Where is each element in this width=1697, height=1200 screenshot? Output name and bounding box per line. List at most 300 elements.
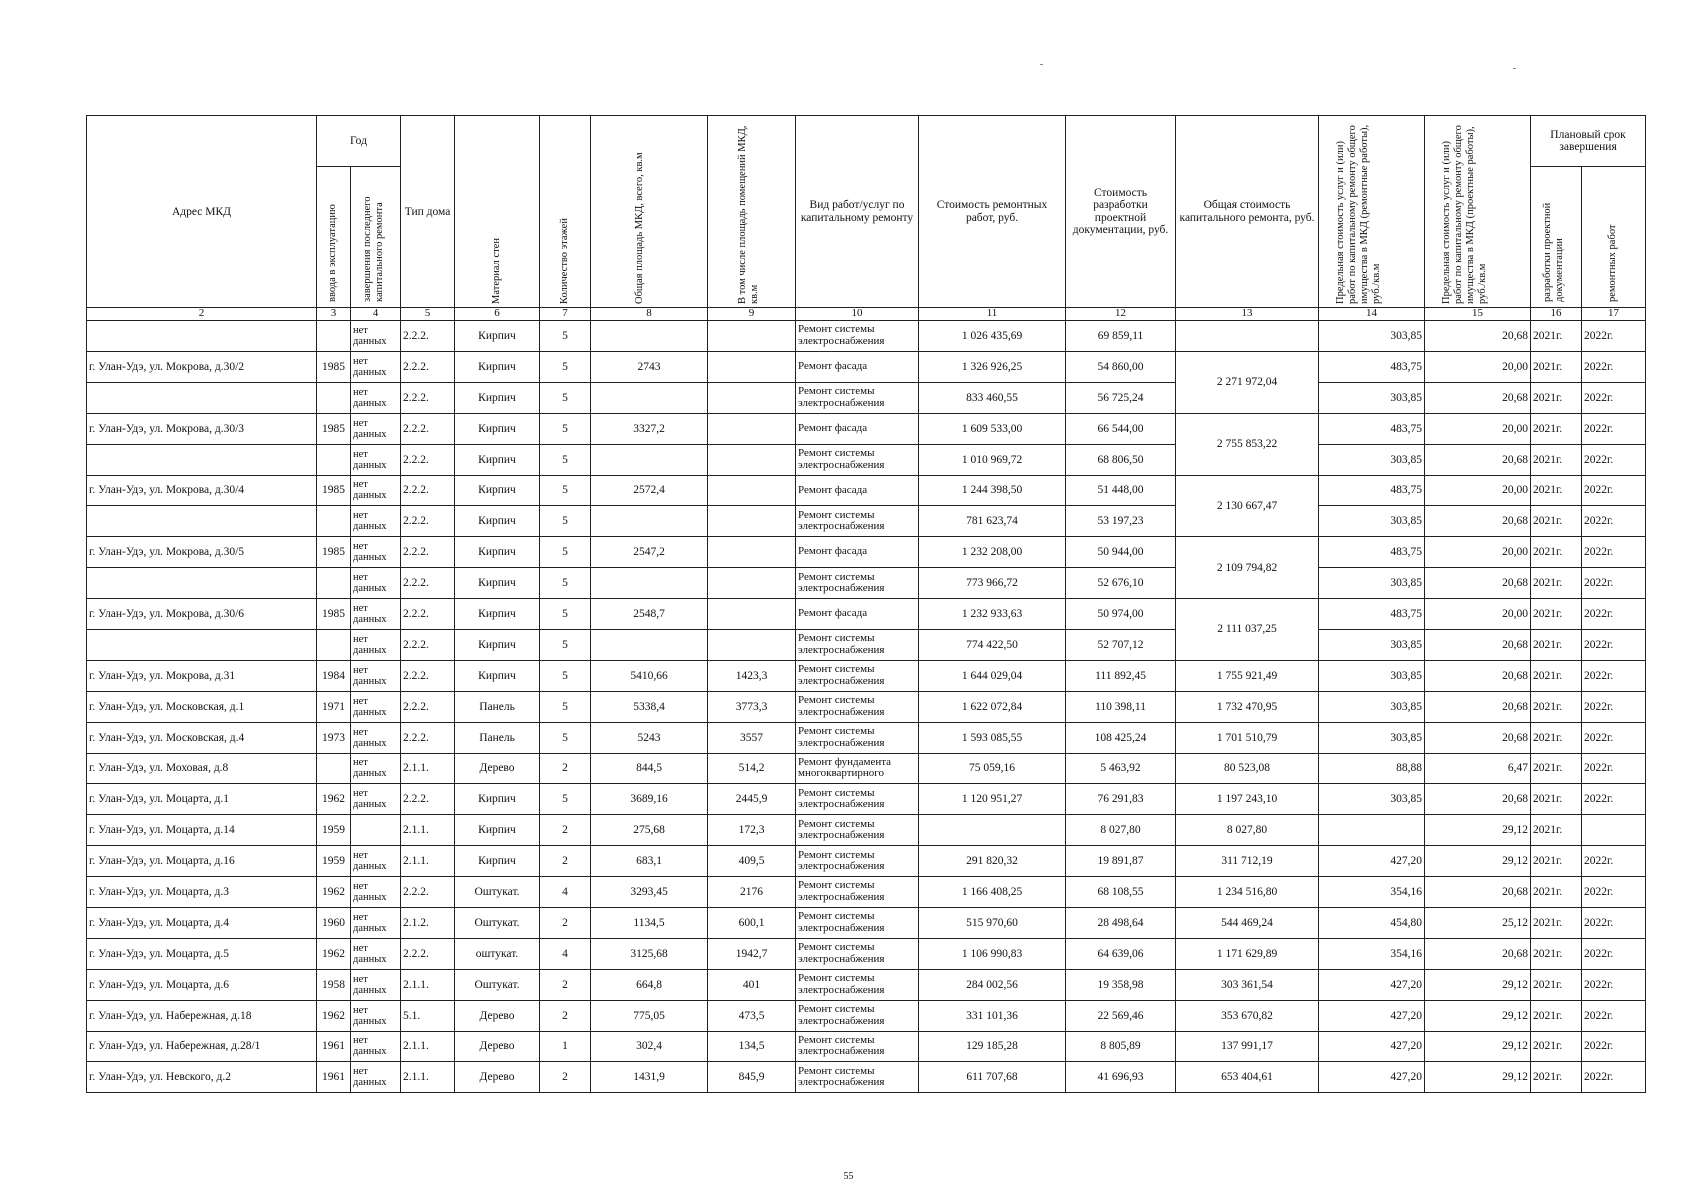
cell-deadline-repair (1582, 815, 1646, 846)
column-number: 15 (1425, 308, 1531, 321)
cell-premises-area: 134,5 (708, 1031, 796, 1062)
cell-address: г. Улан-Удэ, ул. Моцарта, д.1 (87, 784, 317, 815)
cell-premises-area (708, 629, 796, 660)
cell-floors: 5 (540, 506, 591, 537)
cell-deadline-design: 2021г. (1531, 722, 1582, 753)
cell-wall-material: Кирпич (455, 506, 540, 537)
cell-floors: 5 (540, 660, 591, 691)
cell-limit-repair: 303,85 (1319, 722, 1425, 753)
cell-wall-material: Панель (455, 722, 540, 753)
cell-deadline-design: 2021г. (1531, 969, 1582, 1000)
cell-design-cost: 54 860,00 (1066, 351, 1176, 382)
table-row (87, 444, 1646, 475)
cell-total-area: 3125,68 (591, 938, 708, 969)
cell-floors: 5 (540, 784, 591, 815)
table-row (87, 537, 1646, 568)
cell-total-cost: 80 523,08 (1176, 753, 1319, 784)
cell-deadline-design: 2021г. (1531, 660, 1582, 691)
table-row (87, 784, 1646, 815)
cell-limit-repair: 303,85 (1319, 660, 1425, 691)
cell-year-commission: 1960 (317, 907, 351, 938)
cell-year-last-repair: нет данных (351, 969, 401, 1000)
cell-repair-cost: 1 106 990,83 (919, 938, 1066, 969)
cell-limit-repair: 303,85 (1319, 321, 1425, 352)
cell-floors: 2 (540, 753, 591, 784)
cell-year-commission (317, 753, 351, 784)
cell-work-type: Ремонт системы электроснабжения (796, 1062, 919, 1093)
cell-limit-design: 20,68 (1425, 691, 1531, 722)
cell-repair-cost: 1 644 029,04 (919, 660, 1066, 691)
cell-floors: 4 (540, 877, 591, 908)
cell-total-cost: 303 361,54 (1176, 969, 1319, 1000)
cell-year-last-repair: нет данных (351, 691, 401, 722)
table-row (87, 660, 1646, 691)
cell-total-area (591, 568, 708, 599)
cell-year-last-repair: нет данных (351, 1031, 401, 1062)
cell-design-cost: 108 425,24 (1066, 722, 1176, 753)
cell-deadline-design: 2021г. (1531, 568, 1582, 599)
cell-premises-area: 401 (708, 969, 796, 1000)
cell-wall-material: Кирпич (455, 568, 540, 599)
cell-repair-cost: 1 326 926,25 (919, 351, 1066, 382)
cell-repair-cost: 611 707,68 (919, 1062, 1066, 1093)
header-work-type: Вид работ/услуг по капитальному ремонту (796, 116, 919, 308)
cell-repair-cost: 1 232 208,00 (919, 537, 1066, 568)
column-number: 8 (591, 308, 708, 321)
cell-address: г. Улан-Удэ, ул. Набережная, д.18 (87, 1000, 317, 1031)
cell-limit-repair: 483,75 (1319, 537, 1425, 568)
cell-year-commission: 1959 (317, 846, 351, 877)
cell-total-area: 2743 (591, 351, 708, 382)
cell-deadline-repair: 2022г. (1582, 537, 1646, 568)
cell-wall-material: оштукат. (455, 938, 540, 969)
cell-deadline-repair: 2022г. (1582, 1000, 1646, 1031)
cell-year-last-repair: нет данных (351, 413, 401, 444)
cell-house-type: 2.1.1. (401, 753, 455, 784)
cell-wall-material: Кирпич (455, 784, 540, 815)
cell-premises-area: 2445,9 (708, 784, 796, 815)
cell-work-type: Ремонт системы электроснабжения (796, 907, 919, 938)
cell-wall-material: Кирпич (455, 660, 540, 691)
cell-total-cost: 2 271 972,04 (1176, 351, 1319, 413)
cell-total-cost: 653 404,61 (1176, 1062, 1319, 1093)
cell-design-cost: 19 891,87 (1066, 846, 1176, 877)
cell-wall-material: Кирпич (455, 629, 540, 660)
header-repair-cost: Стоимость ремонтных работ, руб. (919, 116, 1066, 308)
cell-total-cost: 353 670,82 (1176, 1000, 1319, 1031)
cell-limit-repair: 483,75 (1319, 599, 1425, 630)
cell-limit-repair: 303,85 (1319, 444, 1425, 475)
cell-deadline-design: 2021г. (1531, 907, 1582, 938)
header-year: Год (317, 116, 401, 167)
cell-work-type: Ремонт фасада (796, 351, 919, 382)
cell-wall-material: Оштукат. (455, 907, 540, 938)
cell-total-cost: 1 755 921,49 (1176, 660, 1319, 691)
cell-wall-material: Кирпич (455, 815, 540, 846)
cell-year-commission: 1961 (317, 1031, 351, 1062)
cell-limit-design: 20,00 (1425, 475, 1531, 506)
cell-repair-cost: 1 120 951,27 (919, 784, 1066, 815)
cell-work-type: Ремонт системы электроснабжения (796, 969, 919, 1000)
cell-floors: 5 (540, 599, 591, 630)
cell-repair-cost: 1 609 533,00 (919, 413, 1066, 444)
header-premises-area: В том числе площадь помещений МКД, кв.м (708, 116, 796, 308)
cell-year-commission: 1985 (317, 351, 351, 382)
cell-limit-design: 25,12 (1425, 907, 1531, 938)
column-number: 14 (1319, 308, 1425, 321)
cell-repair-cost: 1 622 072,84 (919, 691, 1066, 722)
cell-floors: 5 (540, 722, 591, 753)
cell-premises-area (708, 599, 796, 630)
cell-year-commission: 1971 (317, 691, 351, 722)
cell-work-type: Ремонт фасада (796, 475, 919, 506)
cell-house-type: 2.2.2. (401, 660, 455, 691)
cell-address: г. Улан-Удэ, ул. Набережная, д.28/1 (87, 1031, 317, 1062)
cell-deadline-design: 2021г. (1531, 938, 1582, 969)
cell-repair-cost: 1 026 435,69 (919, 321, 1066, 352)
table-row (87, 722, 1646, 753)
cell-address: г. Улан-Удэ, ул. Мокрова, д.30/4 (87, 475, 317, 506)
cell-wall-material: Дерево (455, 1000, 540, 1031)
cell-deadline-repair: 2022г. (1582, 753, 1646, 784)
cell-house-type: 2.1.1. (401, 815, 455, 846)
column-number: 12 (1066, 308, 1176, 321)
cell-year-commission (317, 444, 351, 475)
cell-premises-area: 409,5 (708, 846, 796, 877)
cell-limit-repair: 427,20 (1319, 1000, 1425, 1031)
cell-deadline-repair: 2022г. (1582, 568, 1646, 599)
cell-floors: 5 (540, 475, 591, 506)
cell-total-cost (1176, 321, 1319, 352)
cell-limit-repair: 303,85 (1319, 506, 1425, 537)
cell-wall-material: Кирпич (455, 846, 540, 877)
cell-work-type: Ремонт системы электроснабжения (796, 506, 919, 537)
cell-house-type: 2.2.2. (401, 629, 455, 660)
cell-premises-area (708, 351, 796, 382)
cell-limit-repair: 427,20 (1319, 969, 1425, 1000)
cell-address (87, 629, 317, 660)
cell-work-type: Ремонт системы электроснабжения (796, 846, 919, 877)
cell-limit-design: 20,00 (1425, 351, 1531, 382)
page-number: 55 (843, 1171, 854, 1182)
cell-year-last-repair: нет данных (351, 382, 401, 413)
cell-repair-cost: 1 232 933,63 (919, 599, 1066, 630)
cell-total-cost: 311 712,19 (1176, 846, 1319, 877)
column-number: 4 (351, 308, 401, 321)
cell-deadline-repair: 2022г. (1582, 938, 1646, 969)
cell-design-cost: 8 805,89 (1066, 1031, 1176, 1062)
cell-floors: 5 (540, 568, 591, 599)
cell-year-last-repair: нет данных (351, 907, 401, 938)
cell-wall-material: Кирпич (455, 321, 540, 352)
cell-deadline-design: 2021г. (1531, 877, 1582, 908)
cell-floors: 2 (540, 846, 591, 877)
cell-design-cost: 53 197,23 (1066, 506, 1176, 537)
cell-house-type: 2.2.2. (401, 938, 455, 969)
table-row (87, 382, 1646, 413)
cell-wall-material: Кирпич (455, 351, 540, 382)
cell-design-cost: 68 806,50 (1066, 444, 1176, 475)
table-row (87, 1000, 1646, 1031)
cell-year-last-repair: нет данных (351, 938, 401, 969)
cell-limit-design: 20,68 (1425, 321, 1531, 352)
cell-limit-design: 29,12 (1425, 846, 1531, 877)
cell-year-commission: 1985 (317, 413, 351, 444)
cell-repair-cost: 773 966,72 (919, 568, 1066, 599)
cell-address: г. Улан-Удэ, ул. Мокрова, д.30/2 (87, 351, 317, 382)
cell-address: г. Улан-Удэ, ул. Моцарта, д.3 (87, 877, 317, 908)
cell-deadline-repair: 2022г. (1582, 629, 1646, 660)
cell-total-area (591, 506, 708, 537)
cell-design-cost: 52 707,12 (1066, 629, 1176, 660)
cell-address: г. Улан-Удэ, ул. Моцарта, д.6 (87, 969, 317, 1000)
cell-year-commission: 1973 (317, 722, 351, 753)
cell-total-cost: 1 234 516,80 (1176, 877, 1319, 908)
cell-wall-material: Кирпич (455, 413, 540, 444)
cell-year-commission: 1985 (317, 599, 351, 630)
cell-total-area (591, 444, 708, 475)
cell-design-cost: 8 027,80 (1066, 815, 1176, 846)
cell-premises-area: 845,9 (708, 1062, 796, 1093)
table-row (87, 321, 1646, 352)
cell-limit-repair: 427,20 (1319, 846, 1425, 877)
cell-work-type: Ремонт системы электроснабжения (796, 938, 919, 969)
cell-total-area: 2572,4 (591, 475, 708, 506)
cell-floors: 5 (540, 321, 591, 352)
cell-year-last-repair: нет данных (351, 1000, 401, 1031)
cell-limit-design: 29,12 (1425, 969, 1531, 1000)
cell-wall-material: Дерево (455, 753, 540, 784)
cell-floors: 5 (540, 382, 591, 413)
cell-premises-area (708, 321, 796, 352)
table-row (87, 691, 1646, 722)
cell-total-area: 275,68 (591, 815, 708, 846)
cell-limit-design: 20,68 (1425, 382, 1531, 413)
scan-artifact (1513, 68, 1516, 69)
header-address: Адрес МКД (87, 116, 317, 308)
cell-deadline-design: 2021г. (1531, 1000, 1582, 1031)
cell-total-cost: 1 701 510,79 (1176, 722, 1319, 753)
cell-year-commission: 1958 (317, 969, 351, 1000)
cell-wall-material: Кирпич (455, 444, 540, 475)
cell-year-commission: 1962 (317, 1000, 351, 1031)
cell-floors: 1 (540, 1031, 591, 1062)
cell-total-area: 302,4 (591, 1031, 708, 1062)
cell-limit-design: 20,68 (1425, 629, 1531, 660)
cell-limit-design: 20,68 (1425, 568, 1531, 599)
cell-year-last-repair: нет данных (351, 475, 401, 506)
cell-year-commission: 1962 (317, 938, 351, 969)
cell-wall-material: Кирпич (455, 599, 540, 630)
cell-total-cost: 137 991,17 (1176, 1031, 1319, 1062)
cell-work-type: Ремонт системы электроснабжения (796, 784, 919, 815)
cell-total-cost: 1 197 243,10 (1176, 784, 1319, 815)
header-house-type: Тип дома (401, 116, 455, 308)
cell-wall-material: Кирпич (455, 475, 540, 506)
cell-design-cost: 50 944,00 (1066, 537, 1176, 568)
cell-house-type: 2.1.1. (401, 1062, 455, 1093)
cell-deadline-repair: 2022г. (1582, 382, 1646, 413)
header-floors: Количество этажей (540, 116, 591, 308)
cell-house-type: 2.1.1. (401, 969, 455, 1000)
cell-work-type: Ремонт системы электроснабжения (796, 382, 919, 413)
cell-deadline-repair: 2022г. (1582, 444, 1646, 475)
cell-total-area: 2548,7 (591, 599, 708, 630)
cell-year-last-repair: нет данных (351, 321, 401, 352)
cell-address (87, 568, 317, 599)
cell-floors: 5 (540, 537, 591, 568)
cell-premises-area: 3557 (708, 722, 796, 753)
cell-house-type: 2.1.1. (401, 846, 455, 877)
cell-design-cost: 22 569,46 (1066, 1000, 1176, 1031)
cell-year-commission (317, 568, 351, 599)
cell-premises-area (708, 475, 796, 506)
column-number: 7 (540, 308, 591, 321)
cell-house-type: 2.2.2. (401, 568, 455, 599)
cell-address: г. Улан-Удэ, ул. Моховая, д.8 (87, 753, 317, 784)
table-row (87, 629, 1646, 660)
cell-year-last-repair: нет данных (351, 784, 401, 815)
cell-repair-cost: 515 970,60 (919, 907, 1066, 938)
table-row (87, 599, 1646, 630)
cell-repair-cost: 833 460,55 (919, 382, 1066, 413)
table-row (87, 475, 1646, 506)
cell-design-cost: 68 108,55 (1066, 877, 1176, 908)
cell-deadline-repair: 2022г. (1582, 1062, 1646, 1093)
table-row (87, 815, 1646, 846)
cell-premises-area (708, 444, 796, 475)
cell-wall-material: Панель (455, 691, 540, 722)
column-number: 9 (708, 308, 796, 321)
cell-limit-repair: 483,75 (1319, 351, 1425, 382)
cell-house-type: 5.1. (401, 1000, 455, 1031)
column-number: 6 (455, 308, 540, 321)
scan-artifact (1040, 64, 1043, 65)
column-number: 17 (1582, 308, 1646, 321)
cell-deadline-design: 2021г. (1531, 815, 1582, 846)
cell-address: г. Улан-Удэ, ул. Московская, д.4 (87, 722, 317, 753)
cell-premises-area: 473,5 (708, 1000, 796, 1031)
cell-limit-repair (1319, 815, 1425, 846)
cell-address: г. Улан-Удэ, ул. Невского, д.2 (87, 1062, 317, 1093)
cell-year-last-repair: нет данных (351, 629, 401, 660)
cell-deadline-design: 2021г. (1531, 506, 1582, 537)
cell-address: г. Улан-Удэ, ул. Моцарта, д.5 (87, 938, 317, 969)
cell-year-commission: 1962 (317, 877, 351, 908)
column-number: 11 (919, 308, 1066, 321)
cell-design-cost: 28 498,64 (1066, 907, 1176, 938)
cell-limit-design: 29,12 (1425, 1062, 1531, 1093)
header-design-cost: Стоимость разработки проектной документации, руб. (1066, 116, 1176, 308)
header-year-last-repair: завершения последнего капитального ремонта (351, 167, 401, 308)
cell-wall-material: Оштукат. (455, 877, 540, 908)
cell-deadline-design: 2021г. (1531, 444, 1582, 475)
cell-total-cost: 8 027,80 (1176, 815, 1319, 846)
cell-work-type: Ремонт системы электроснабжения (796, 568, 919, 599)
cell-limit-design: 20,00 (1425, 599, 1531, 630)
cell-design-cost: 52 676,10 (1066, 568, 1176, 599)
cell-house-type: 2.2.2. (401, 537, 455, 568)
column-number: 2 (87, 308, 317, 321)
cell-design-cost: 111 892,45 (1066, 660, 1176, 691)
cell-floors: 2 (540, 1000, 591, 1031)
cell-wall-material: Кирпич (455, 537, 540, 568)
cell-year-last-repair: нет данных (351, 660, 401, 691)
cell-wall-material: Дерево (455, 1062, 540, 1093)
cell-wall-material: Кирпич (455, 382, 540, 413)
cell-deadline-repair: 2022г. (1582, 969, 1646, 1000)
cell-total-area (591, 382, 708, 413)
cell-premises-area: 3773,3 (708, 691, 796, 722)
cell-address (87, 444, 317, 475)
cell-total-area: 3293,45 (591, 877, 708, 908)
cell-premises-area: 172,3 (708, 815, 796, 846)
cell-total-area (591, 629, 708, 660)
cell-year-last-repair: нет данных (351, 537, 401, 568)
cell-work-type: Ремонт системы электроснабжения (796, 691, 919, 722)
cell-year-commission: 1961 (317, 1062, 351, 1093)
cell-year-last-repair: нет данных (351, 599, 401, 630)
cell-deadline-repair: 2022г. (1582, 907, 1646, 938)
cell-deadline-design: 2021г. (1531, 382, 1582, 413)
cell-total-area (591, 321, 708, 352)
cell-limit-design: 29,12 (1425, 1031, 1531, 1062)
cell-limit-repair: 427,20 (1319, 1031, 1425, 1062)
cell-limit-design: 29,12 (1425, 1000, 1531, 1031)
cell-deadline-repair: 2022г. (1582, 877, 1646, 908)
cell-work-type: Ремонт системы электроснабжения (796, 815, 919, 846)
cell-limit-design: 20,68 (1425, 506, 1531, 537)
cell-limit-repair: 427,20 (1319, 1062, 1425, 1093)
cell-house-type: 2.2.2. (401, 722, 455, 753)
cell-repair-cost: 1 244 398,50 (919, 475, 1066, 506)
cell-design-cost: 56 725,24 (1066, 382, 1176, 413)
cell-limit-design: 20,00 (1425, 537, 1531, 568)
cell-limit-repair: 88,88 (1319, 753, 1425, 784)
cell-total-cost: 1 171 629,89 (1176, 938, 1319, 969)
cell-limit-design: 20,68 (1425, 722, 1531, 753)
cell-year-last-repair: нет данных (351, 846, 401, 877)
cell-deadline-repair: 2022г. (1582, 351, 1646, 382)
cell-wall-material: Дерево (455, 1031, 540, 1062)
cell-year-last-repair: нет данных (351, 506, 401, 537)
column-number: 10 (796, 308, 919, 321)
cell-work-type: Ремонт системы электроснабжения (796, 660, 919, 691)
table-row (87, 506, 1646, 537)
cell-deadline-repair: 2022г. (1582, 722, 1646, 753)
cell-premises-area (708, 568, 796, 599)
header-total-cost: Общая стоимость капитального ремонта, руб. (1176, 116, 1319, 308)
header-limit-design: Предельная стоимость услуг и (или) работ по капитальному ремонту общего имущества в МКД (проектные работы), руб./кв.м (1425, 116, 1531, 308)
cell-floors: 2 (540, 969, 591, 1000)
cell-deadline-repair: 2022г. (1582, 599, 1646, 630)
table-row (87, 969, 1646, 1000)
cell-total-area: 5243 (591, 722, 708, 753)
cell-deadline-design: 2021г. (1531, 753, 1582, 784)
cell-address: г. Улан-Удэ, ул. Моцарта, д.14 (87, 815, 317, 846)
cell-deadline-repair: 2022г. (1582, 846, 1646, 877)
cell-limit-repair: 454,80 (1319, 907, 1425, 938)
cell-year-commission: 1985 (317, 537, 351, 568)
cell-total-area: 664,8 (591, 969, 708, 1000)
cell-year-last-repair (351, 815, 401, 846)
cell-deadline-repair: 2022г. (1582, 660, 1646, 691)
column-number: 5 (401, 308, 455, 321)
cell-address: г. Улан-Удэ, ул. Мокрова, д.30/5 (87, 537, 317, 568)
cell-address (87, 506, 317, 537)
cell-limit-design: 20,68 (1425, 877, 1531, 908)
cell-deadline-design: 2021г. (1531, 846, 1582, 877)
